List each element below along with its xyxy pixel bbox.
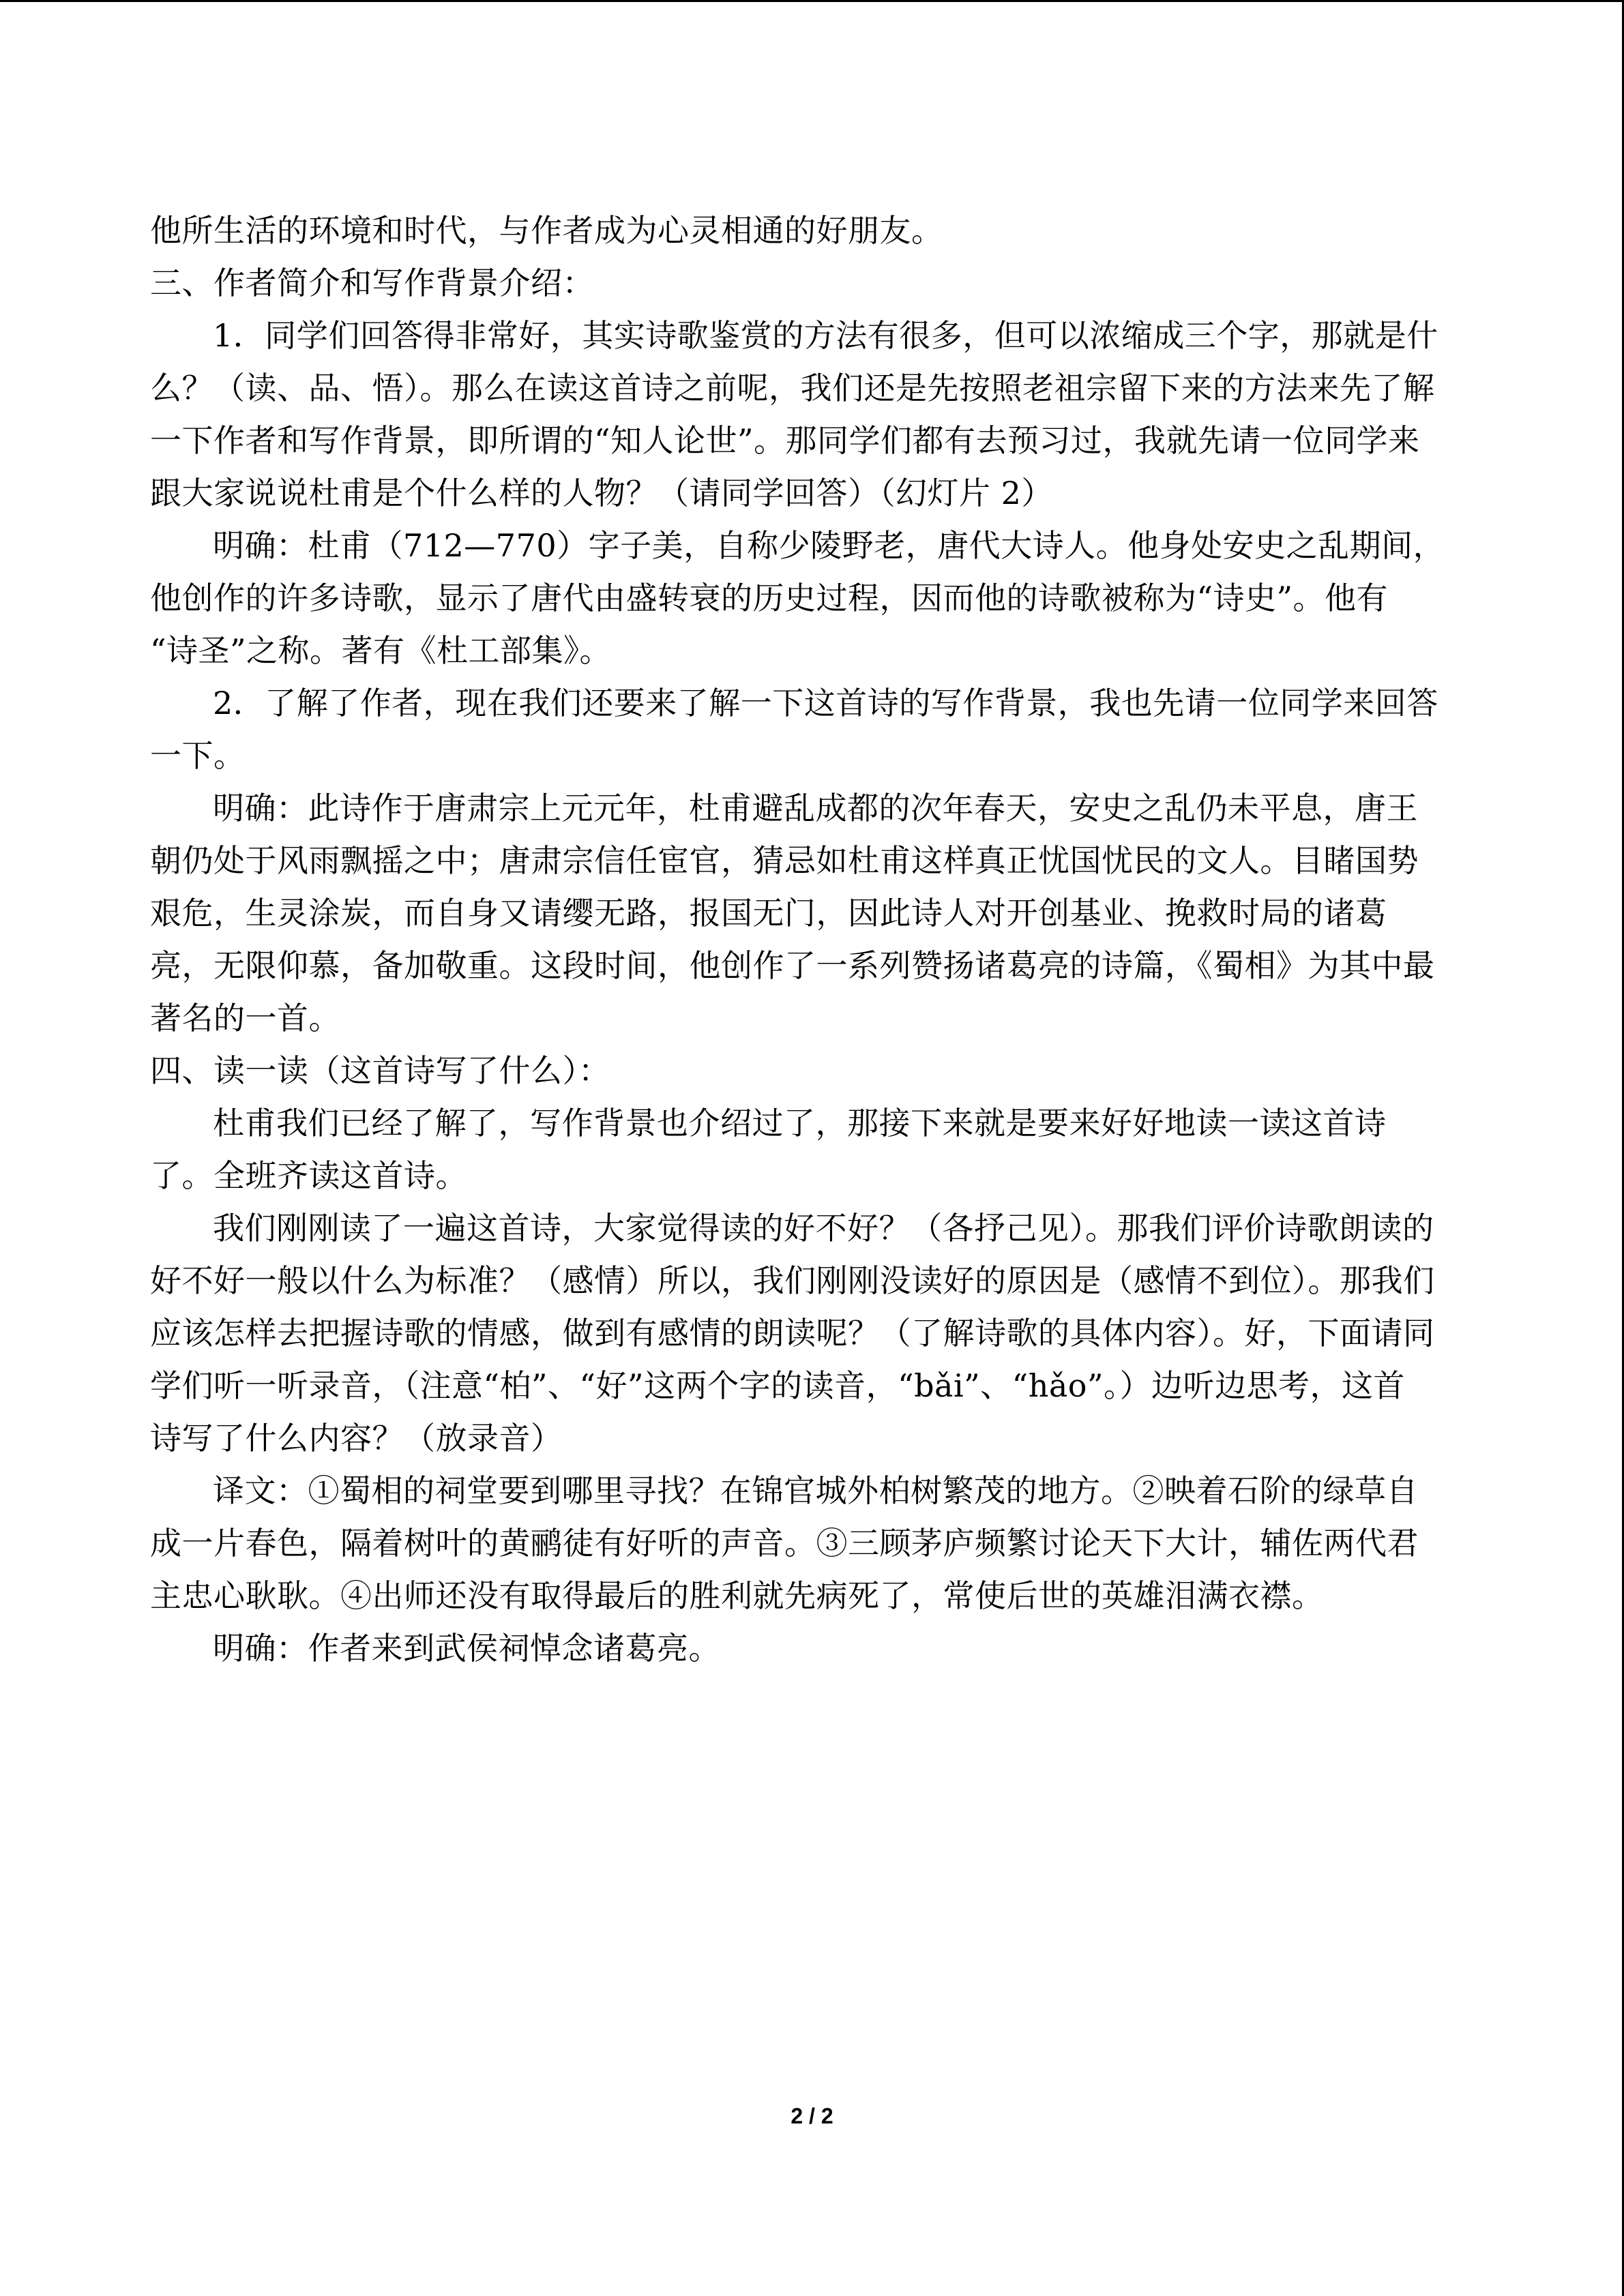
text-line-12: 明确：此诗作于唐肃宗上元元年，杜甫避乱成都的次年春天，安史之乱仍未平息，唐王 [213,790,1418,826]
text-line-11: 一下。 [150,737,246,774]
text-line-28: 明确：作者来到武侯祠悼念诸葛亮。 [213,1630,720,1667]
text-line-18: 杜甫我们已经了解了，写作背景也介绍过了，那接下来就是要来好好地读一读这首诗 [213,1105,1387,1142]
text-line-5: 一下作者和写作背景，即所谓的“知人论世”。那同学们都有去预习过，我就先请一位同学来 [150,422,1420,459]
text-line-16: 著名的一首。 [150,1000,340,1037]
text-line-1: 他所生活的环境和时代，与作者成为心灵相通的好朋友。 [150,212,943,249]
text-line-3: 1．同学们回答得非常好，其实诗歌鉴赏的方法有很多，但可以浓缩成三个字，那就是什 [213,317,1438,354]
text-line-8: 他创作的许多诗歌，显示了唐代由盛转衰的历史过程，因而他的诗歌被称为“诗史”。他有 [150,580,1389,616]
text-line-20: 我们刚刚读了一遍这首诗，大家觉得读的好不好？（各抒己见）。那我们评价诗歌朗读的 [213,1210,1434,1247]
text-line-27: 主忠心耿耿。④出师还没有取得最后的胜利就先病死了，常使后世的英雄泪满衣襟。 [150,1577,1324,1614]
text-line-9: “诗圣”之称。著有《杜工部集》。 [150,632,612,669]
text-line-4: 么？（读、品、悟）。那么在读这首诗之前呢，我们还是先按照老祖宗留下来的方法来先了解 [150,370,1435,406]
text-line-22: 应该怎样去把握诗歌的情感，做到有感情的朗读呢？（了解诗歌的具体内容）。好，下面请同 [150,1315,1435,1352]
text-line-7: 明确：杜甫（712—770）字子美，自称少陵野老，唐代大诗人。他身处安史之乱期间， [213,527,1445,564]
text-line-10: 2．了解了作者，现在我们还要来了解一下这首诗的写作背景，我也先请一位同学来回答 [213,685,1438,721]
text-line-24: 诗写了什么内容？（放录音） [150,1420,563,1457]
text-line-26: 成一片春色，隔着树叶的黄鹂徒有好听的声音。③三顾茅庐频繁讨论天下大计，辅佐两代君 [150,1525,1419,1562]
text-line-25: 译文：①蜀相的祠堂要到哪里寻找？在锦官城外柏树繁茂的地方。②映着石阶的绿草自 [213,1472,1418,1509]
section-heading-author-background: 三、作者简介和写作背景介绍： [150,265,594,301]
text-line-6: 跟大家说说杜甫是个什么样的人物？（请同学回答）（幻灯片 2） [150,475,1053,511]
document-body [150,207,1473,1672]
text-line-19: 了。全班齐读这首诗。 [150,1157,467,1194]
page-number: 2 / 2 [791,2104,833,2128]
text-line-13: 朝仍处于风雨飘摇之中；唐肃宗信任宦官，猜忌如杜甫这样真正忧国忧民的文人。目睹国势 [150,842,1419,879]
text-line-14: 艰危，生灵涂炭，而自身又请缨无路，报国无门，因此诗人对开创基业、挽救时局的诸葛 [150,895,1387,931]
section-heading-read: 四、读一读（这首诗写了什么）： [150,1052,610,1089]
text-line-23: 学们听一听录音，（注意“柏”、“好”这两个字的读音，“bǎi”、“hǎo”。）边听边思考，这首 [150,1367,1405,1404]
text-line-15: 亮，无限仰慕，备加敬重。这段时间，他创作了一系列赞扬诸葛亮的诗篇，《蜀相》为其中最 [150,947,1435,984]
text-line-21: 好不好一般以什么为标准？（感情）所以，我们刚刚没读好的原因是（感情不到位）。那我们 [150,1262,1435,1299]
